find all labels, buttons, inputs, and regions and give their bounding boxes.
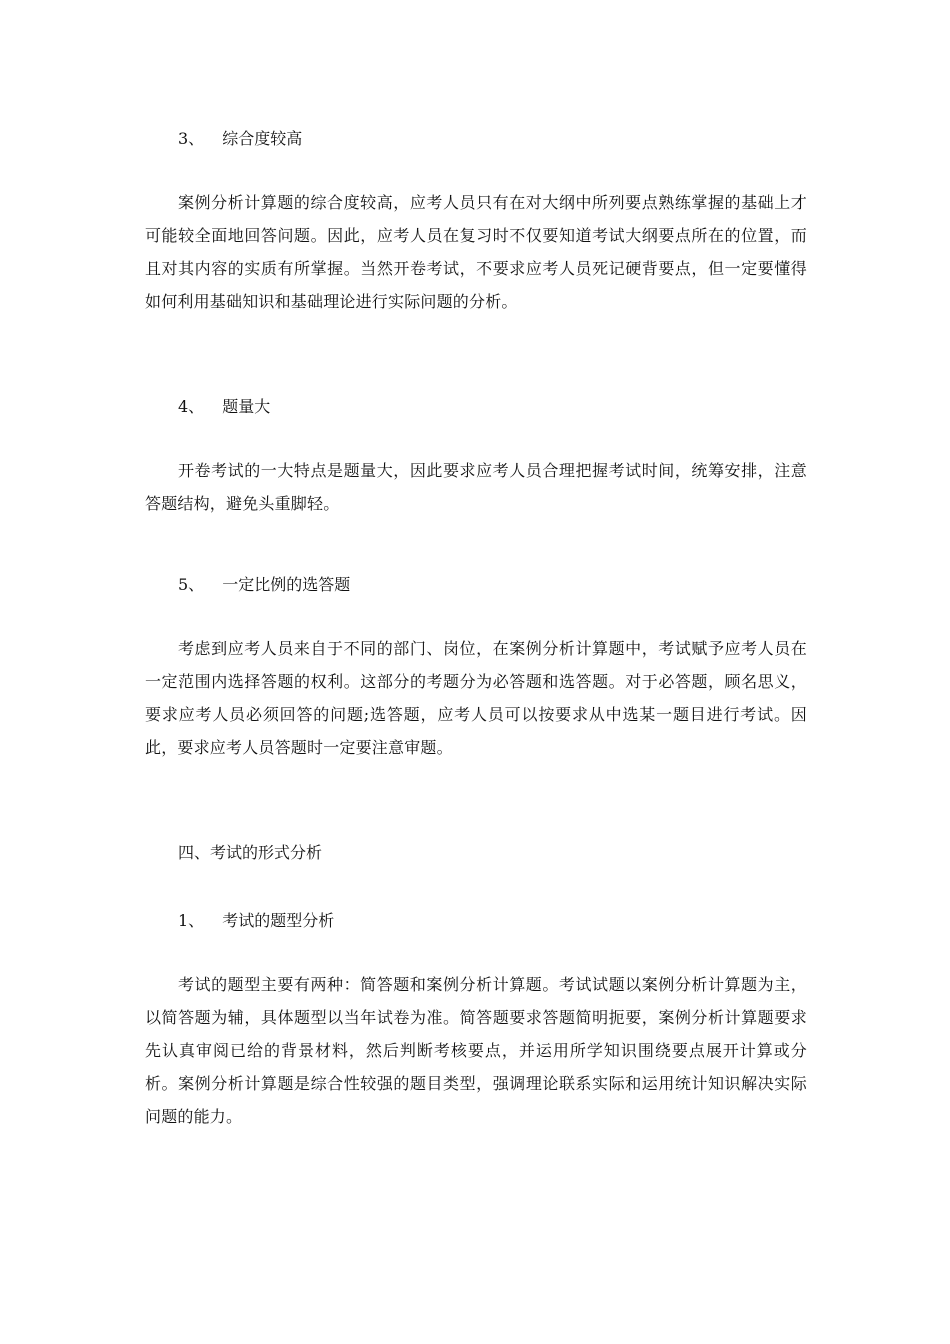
- paragraph-question-types: 考试的题型主要有两种：简答题和案例分析计算题。考试试题以案例分析计算题为主，以简答题为辅，具体题型以当年试卷为准。简答题要求答题简明扼要，案例分析计算题要求先认真审阅已给的背景材料，然后判断考核要点，并运用所学知识围绕要点展开计算或分析。案例分析计算题是综合性较强的题目类型，强调理论联系实际和运用统计知识解决实际问题的能力。: [145, 975, 807, 1126]
- subheading-text: 综合度较高: [222, 129, 303, 148]
- subheading-4: [178, 396, 270, 418]
- subheading-number: 3、: [178, 129, 205, 148]
- subheading-number: 4、: [178, 397, 205, 416]
- section-heading-4: 四、考试的形式分析: [178, 843, 323, 862]
- subheading-3: [178, 128, 302, 150]
- paragraph-question-volume: 开卷考试的一大特点是题量大，因此要求应考人员合理把握考试时间，统筹安排，注意答题结构，避免头重脚轻。: [145, 461, 807, 513]
- subheading-text: 一定比例的选答题: [222, 575, 351, 594]
- paragraph-optional-questions: 考虑到应考人员来自于不同的部门、岗位，在案例分析计算题中，考试赋予应考人员在一定范围内选择答题的权利。这部分的考题分为必答题和选答题。对于必答题，顾名思义，要求应考人员必须回答的问题;选答题，应考人员可以按要求从中选某一题目进行考试。因此，要求应考人员答题时一定要注意审题。: [145, 639, 807, 757]
- subheading-1: [178, 910, 334, 932]
- subheading-number: 1、: [178, 911, 205, 930]
- subheading-text: 考试的题型分析: [222, 911, 335, 930]
- paragraph-comprehensiveness: 案例分析计算题的综合度较高，应考人员只有在对大纲中所列要点熟练掌握的基础上才可能较全面地回答问题。因此，应考人员在复习时不仅要知道考试大纲要点所在的位置，而且对其内容的实质有所掌握。当然开卷考试，不要求应考人员死记硬背要点，但一定要懂得如何利用基础知识和基础理论进行实际问题的分析。: [145, 193, 807, 311]
- subheading-number: 5、: [178, 575, 205, 594]
- subheading-text: 题量大: [222, 397, 271, 416]
- subheading-5: [178, 574, 350, 596]
